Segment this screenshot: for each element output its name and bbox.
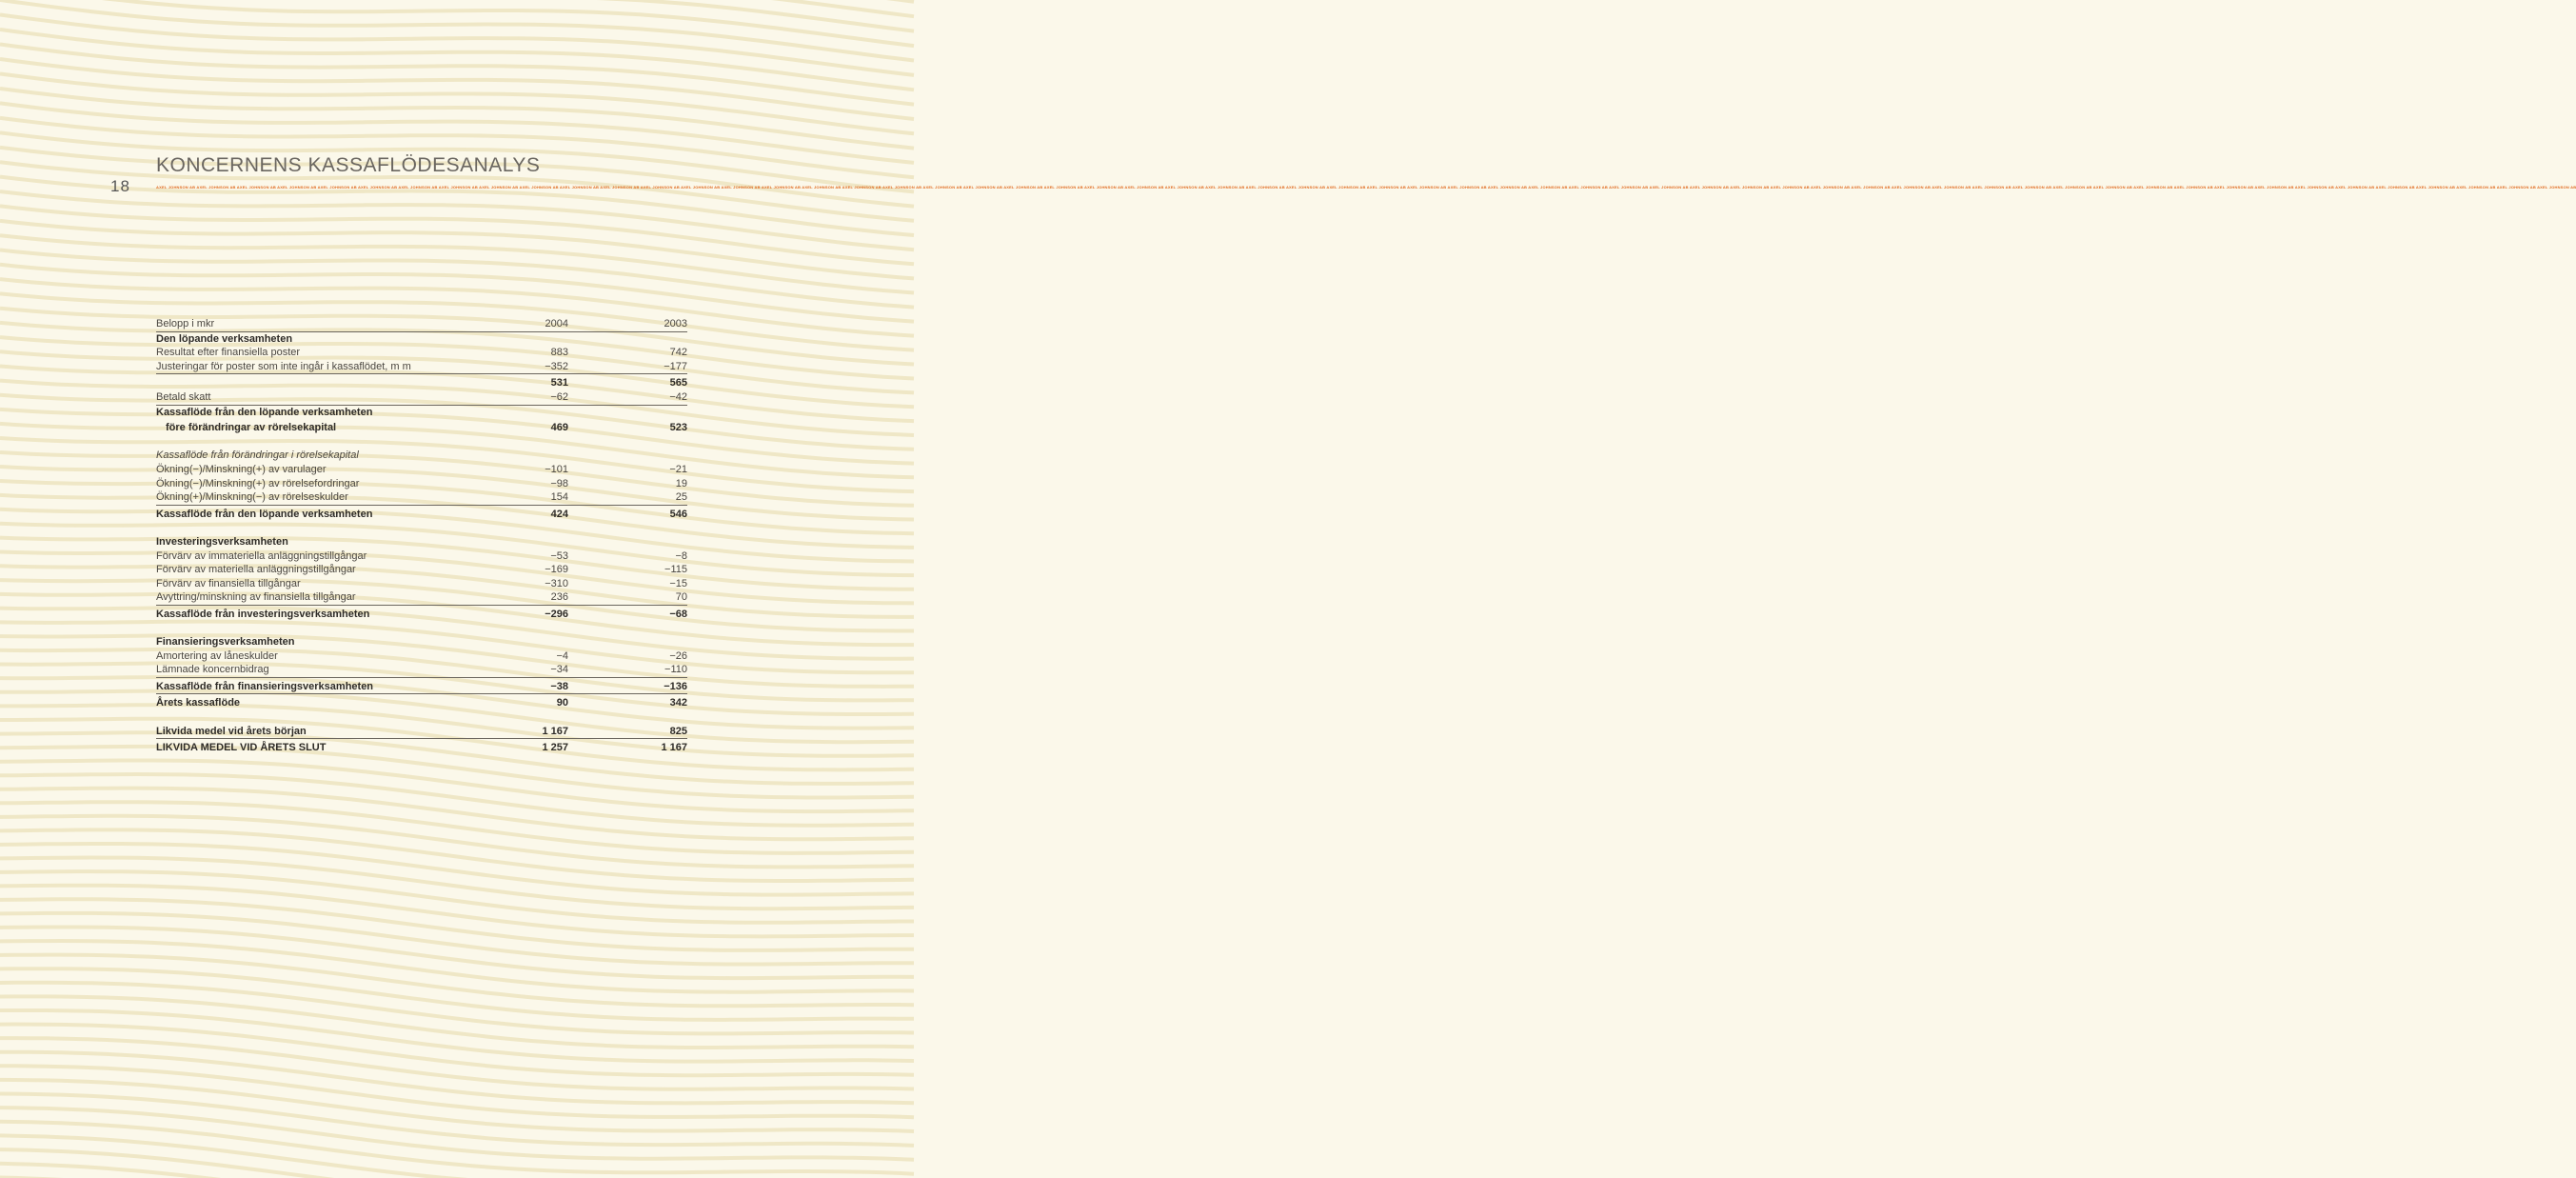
header-col-2004: 2004 [545, 318, 568, 329]
closing-cash-row: LIKVIDA MEDEL VID ÅRETS SLUT 1 257 1 167 [156, 742, 687, 754]
section-heading: Investeringsverksamheten [156, 535, 288, 548]
table-row: Resultat efter finansiella poster 883 742 [156, 347, 687, 359]
table-row: Betald skatt −62 −42 [156, 390, 687, 403]
header-label: Belopp i mkr [156, 318, 215, 329]
table-row: Förvärv av materiella anläggningstillgångar −169 −115 [156, 564, 687, 576]
subtotal-label-row: Kassaflöde från den löpande verksamheten [156, 405, 687, 420]
table-row: Förvärv av immateriella anläggningstillgångar −53 −8 [156, 549, 687, 562]
table-row: Amortering av låneskulder −4 −26 [156, 649, 687, 662]
opening-cash-row: Likvida medel vid årets början 1 167 825 [156, 725, 687, 740]
table-row: Ökning(−)/Minskning(+) av rörelsefordringar −98 19 [156, 477, 687, 489]
section-heading: Kassaflöde från förändringar i rörelsekapital [156, 449, 359, 462]
table-row: Avyttring/minskning av finansiella tillgångar 236 70 [156, 590, 687, 606]
table-row: Förvärv av finansiella tillgångar −310 −15 [156, 577, 687, 589]
brand-ribbon: AXEL JOHNSON AB AXEL JOHNSON AB AXEL JOHNSON AB AXEL JOHNSON AB AXEL JOHNSON AB AXEL JOHNSON AB AXEL JOHNSON AB AXEL JOHNSON AB AXEL JOHNSON AB AXEL JOHNSON AB AXEL JOHNSON AB AXEL JOHNSON AB AXEL JOHNSON AB AXEL JOHNSON AB AXEL JOHNSON AB AXEL JOHNSON AB AXEL JOHNSON AB AXEL JOHNSON AB AXEL JOHNSON AB AXEL JOHNSON AB AXEL JOHNSON AB AXEL JOHNSON AB AXEL JOHNSON AB AXEL JOHNSON AB AXEL JOHNSON AB AXEL JOHNSON AB AXEL JOHNSON AB AXEL JOHNSON AB AXEL JOHNSON AB AXEL JOHNSON AB AXEL JOHNSON AB AXEL JOHNSON AB AXEL JOHNSON AB AXEL JOHNSON AB AXEL JOHNSON AB AXEL JOHNSON AB AXEL JOHNSON AB AXEL JOHNSON AB AXEL JOHNSON AB AXEL JOHNSON AB AXEL JOHNSON AB AXEL JOHNSON AB AXEL JOHNSON AB AXEL JOHNSON AB AXEL JOHNSON AB AXEL JOHNSON AB AXEL JOHNSON AB AXEL JOHNSON AB AXEL JOHNSON AB AXEL JOHNSON AB AXEL JOHNSON AB AXEL JOHNSON AB AXEL JOHNSON AB AXEL JOHNSON AB AXEL JOHNSON AB AXEL JOHNSON AB AXEL JOHNSON AB AXEL JOHNSON AB AXEL JOHNSON AB AXEL JOHNSON AB [156, 185, 2576, 190]
header-col-2003: 2003 [664, 318, 687, 329]
page-title: KONCERNENS KASSAFLÖDESANALYS [156, 154, 541, 176]
section-heading: Den löpande verksamheten [156, 332, 293, 345]
page-number: 18 [110, 177, 130, 195]
subtotal-row: Kassaflöde från finansieringsverksamheten −38 −136 [156, 680, 687, 695]
table-row: Ökning(−)/Minskning(+) av varulager −101 −21 [156, 463, 687, 475]
total-row: Årets kassaflöde 90 342 [156, 697, 687, 709]
table-row: Lämnade koncernbidrag −34 −110 [156, 663, 687, 678]
section-heading: Finansieringsverksamheten [156, 636, 295, 649]
subtotal-row: Kassaflöde från den löpande verksamheten 424 546 [156, 508, 687, 520]
table-row: Justeringar för poster som inte ingår i kassaflödet, m m −352 −177 [156, 360, 687, 375]
table-header-row [156, 317, 687, 332]
subtotal-row: 531 565 [550, 377, 687, 389]
cash-flow-table [156, 317, 687, 755]
table-row: Ökning(+)/Minskning(−) av rörelseskulder 154 25 [156, 490, 687, 506]
subtotal-row: före förändringar av rörelsekapital 469 523 [166, 422, 687, 434]
subtotal-row: Kassaflöde från investeringsverksamheten −296 −68 [156, 608, 687, 620]
